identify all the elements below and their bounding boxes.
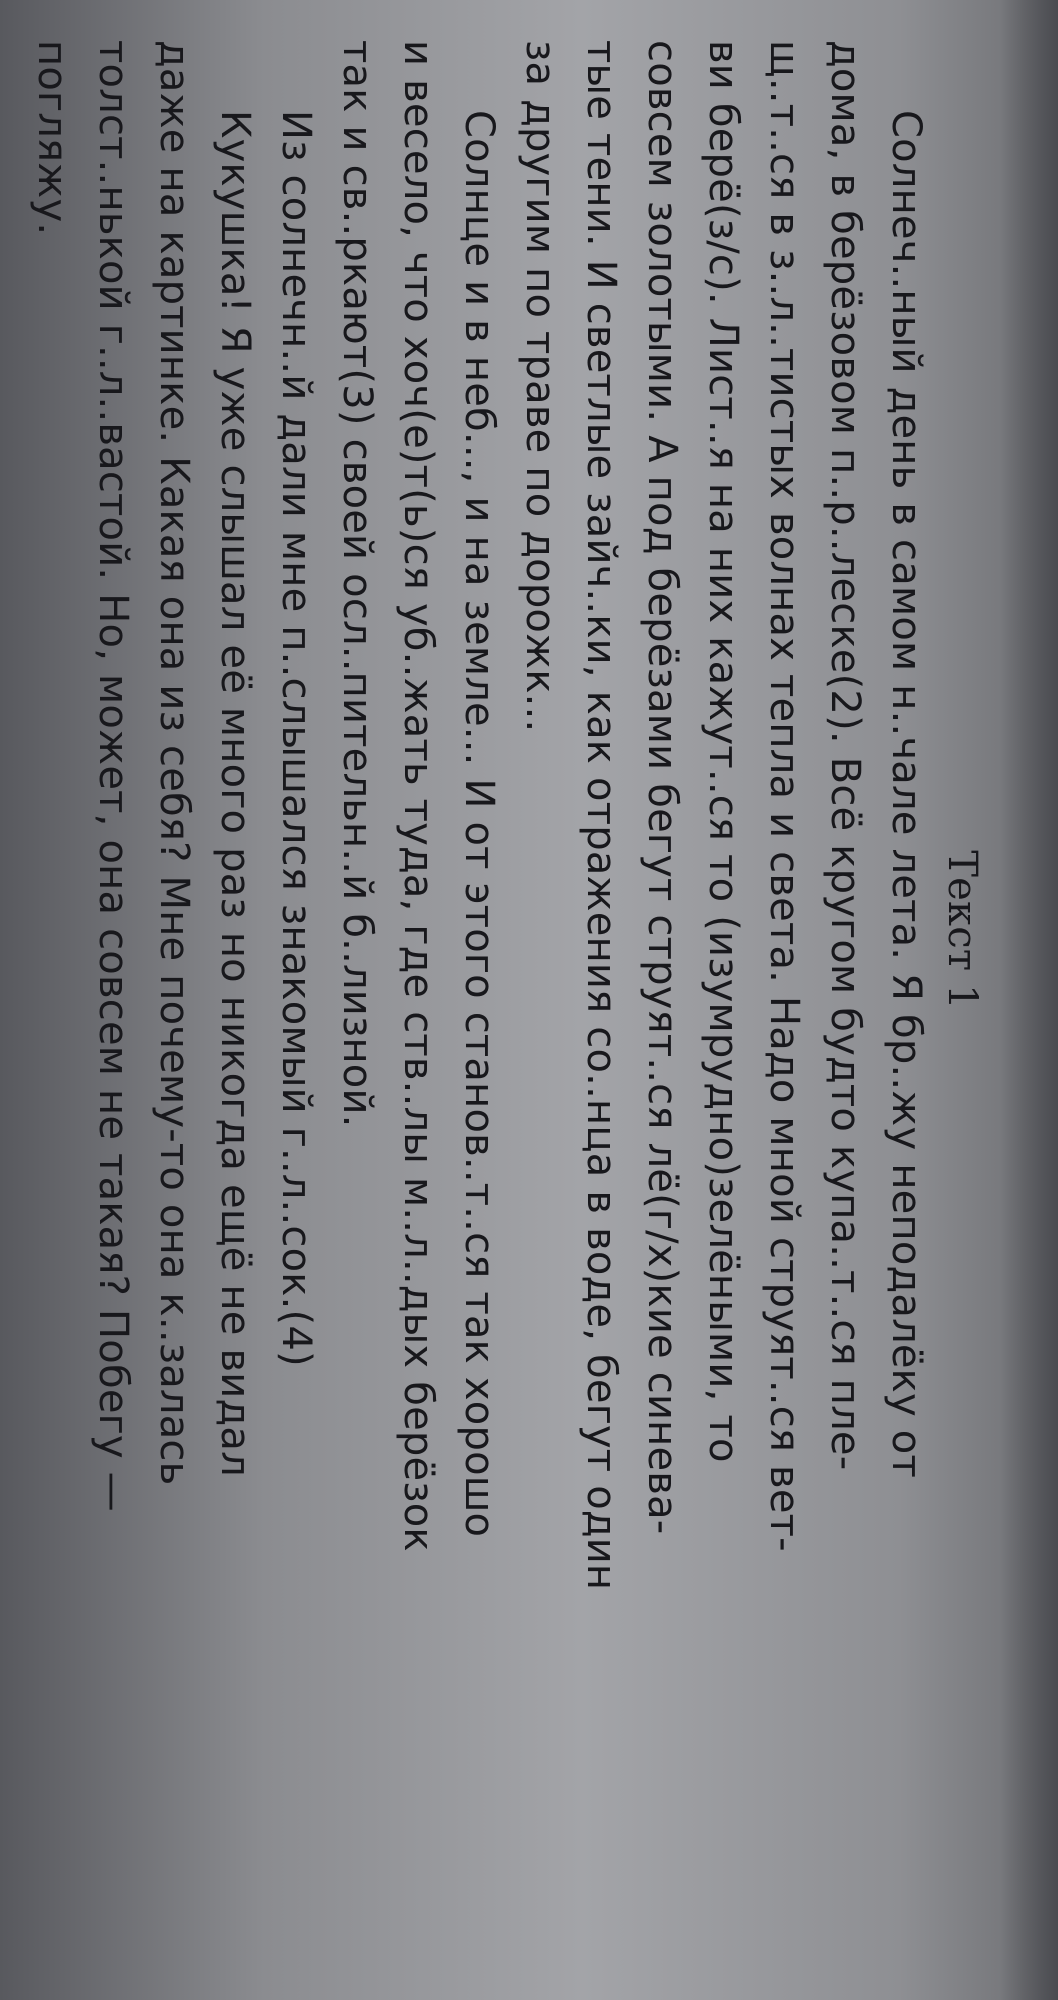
paragraph-1 [509, 40, 936, 1730]
text-line: Солнеч..ный день в самом н..чале лета. Я бр..жу неподалёку от [883, 110, 929, 1478]
paragraph-2 [326, 40, 509, 1730]
text-line: щ..т..ся в з..л..тистых волнах тепла и света. Надо мной струят..ся вет- [761, 40, 807, 1552]
page-edge-shadow [1000, 0, 1058, 2000]
text-line: Кукушка! Я уже слышал её много раз но никогда ещё не видал [212, 110, 258, 1477]
text-line: дома, в берёзовом п..р..леске(2). Всё кругом будто купа..т..ся пле- [822, 40, 868, 1471]
text-line: толст..нькой г..л..вастой. Но, может, она совсем не такая? Побегу — [90, 40, 136, 1512]
text-title: Текст 1 [939, 850, 985, 1010]
text-line: совсем золотыми. А под берёзами бегут струят..ся лё(г/х)кие синева- [639, 40, 685, 1535]
text-line: и весело, что хоч(е)т(ь)ся уб..жать туда, где ств..лы м..л..дых берёзок [395, 40, 441, 1552]
text-line: Солнце и в неб..., и на земле... И от этого станов..т..ся так хорошо [456, 110, 502, 1538]
paragraph-4 [21, 40, 265, 1730]
text-line: тые тени. И светлые зайч..ки, как отражения со..нца в воде, бегут один [578, 40, 624, 1591]
paragraph-3 [265, 40, 326, 1730]
text-line: так и св..ркают(3) своей осл..пительн..й б..лизной. [334, 40, 380, 1128]
text-body [21, 40, 988, 1730]
text-line: за другим по траве по дорожк... [517, 40, 563, 733]
text-line: погляжу. [29, 40, 75, 236]
text-line: Из солнечн..й дали мне п..слышался знакомый г..л..сок.(4) [273, 110, 319, 1367]
text-line: ви берё(з/с). Лист..я на них кажут..ся то (изумрудно)зелёными, то [700, 40, 746, 1463]
text-line: даже на картинке. Какая она из себя? Мне почему-то она к..залась [151, 40, 197, 1486]
